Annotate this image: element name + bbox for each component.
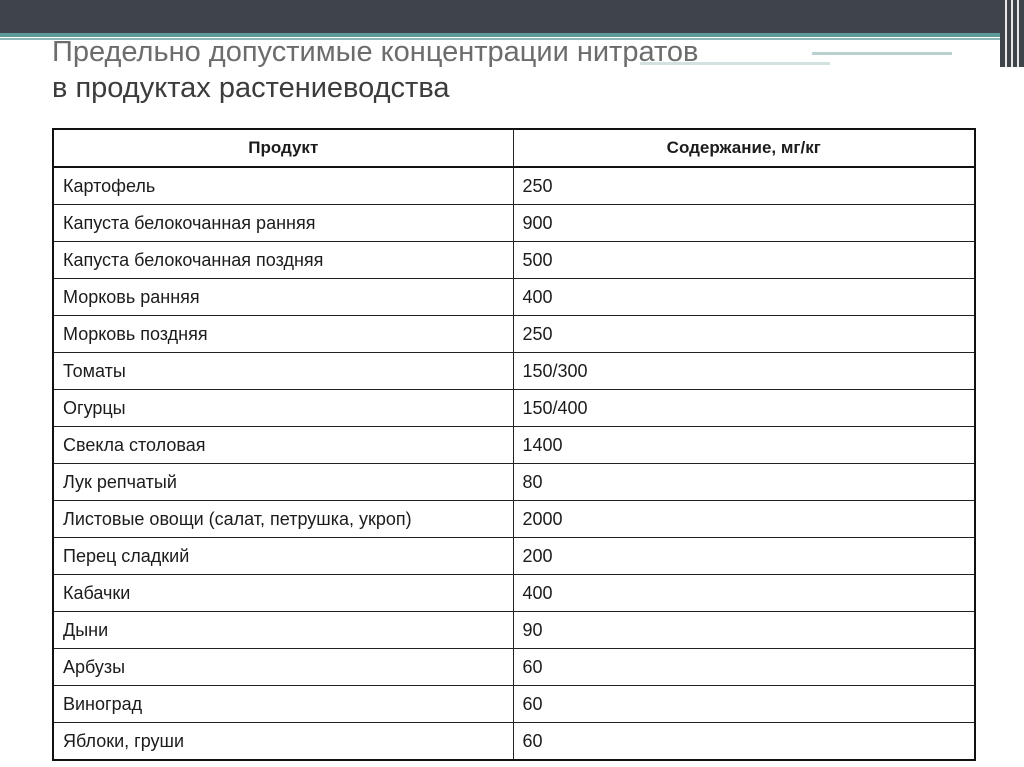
- content-value-cell: 250: [513, 316, 975, 353]
- product-cell: Капуста белокочанная поздняя: [53, 242, 513, 279]
- product-cell: Виноград: [53, 686, 513, 723]
- content-value-cell: 150/300: [513, 353, 975, 390]
- product-cell: Томаты: [53, 353, 513, 390]
- table-body: [53, 167, 975, 760]
- content-value-cell: 250: [513, 167, 975, 205]
- table-row: [53, 353, 975, 390]
- table-row: [53, 612, 975, 649]
- content-value-cell: 60: [513, 686, 975, 723]
- table-header-row: [53, 129, 975, 167]
- table-row: [53, 279, 975, 316]
- table-row: [53, 464, 975, 501]
- table-row: [53, 538, 975, 575]
- content-value-cell: 150/400: [513, 390, 975, 427]
- product-cell: Капуста белокочанная ранняя: [53, 205, 513, 242]
- table-row: [53, 501, 975, 538]
- product-cell: Лук репчатый: [53, 464, 513, 501]
- table-row: [53, 316, 975, 353]
- content-value-cell: 500: [513, 242, 975, 279]
- table-row: [53, 723, 975, 761]
- product-cell: Листовые овощи (салат, петрушка, укроп): [53, 501, 513, 538]
- product-cell: Яблоки, груши: [53, 723, 513, 761]
- table-row: [53, 427, 975, 464]
- product-cell: Морковь ранняя: [53, 279, 513, 316]
- corner-stripe: [1011, 0, 1013, 67]
- content-value-cell: 200: [513, 538, 975, 575]
- content-value-cell: 2000: [513, 501, 975, 538]
- content-value-cell: 400: [513, 279, 975, 316]
- product-cell: Кабачки: [53, 575, 513, 612]
- product-cell: Перец сладкий: [53, 538, 513, 575]
- table-row: [53, 575, 975, 612]
- table-row: [53, 167, 975, 205]
- slide-title: [52, 34, 698, 106]
- slide-title-line-2: в продуктах растениеводства: [52, 72, 450, 104]
- content-value-cell: 1400: [513, 427, 975, 464]
- product-cell: Морковь поздняя: [53, 316, 513, 353]
- nitrate-limits-table: [52, 128, 976, 761]
- content-value-cell: 400: [513, 575, 975, 612]
- table-row: [53, 205, 975, 242]
- product-cell: Огурцы: [53, 390, 513, 427]
- content-value-cell: 60: [513, 723, 975, 761]
- decorative-accent-bar: [812, 52, 952, 55]
- column-header-content: Содержание, мг/кг: [513, 129, 975, 167]
- content-value-cell: 80: [513, 464, 975, 501]
- table-row: [53, 242, 975, 279]
- product-cell: Дыни: [53, 612, 513, 649]
- content-value-cell: 60: [513, 649, 975, 686]
- table-row: [53, 390, 975, 427]
- product-cell: Картофель: [53, 167, 513, 205]
- corner-decoration: [1000, 0, 1024, 67]
- content-value-cell: 900: [513, 205, 975, 242]
- table-row: [53, 649, 975, 686]
- column-header-product: Продукт: [53, 129, 513, 167]
- corner-stripe: [1005, 0, 1007, 67]
- header-band: [0, 0, 1000, 33]
- slide-title-line-1: Предельно допустимые концентрации нитратов: [52, 36, 699, 68]
- table-row: [53, 686, 975, 723]
- product-cell: Свекла столовая: [53, 427, 513, 464]
- corner-stripe: [1017, 0, 1019, 67]
- content-value-cell: 90: [513, 612, 975, 649]
- product-cell: Арбузы: [53, 649, 513, 686]
